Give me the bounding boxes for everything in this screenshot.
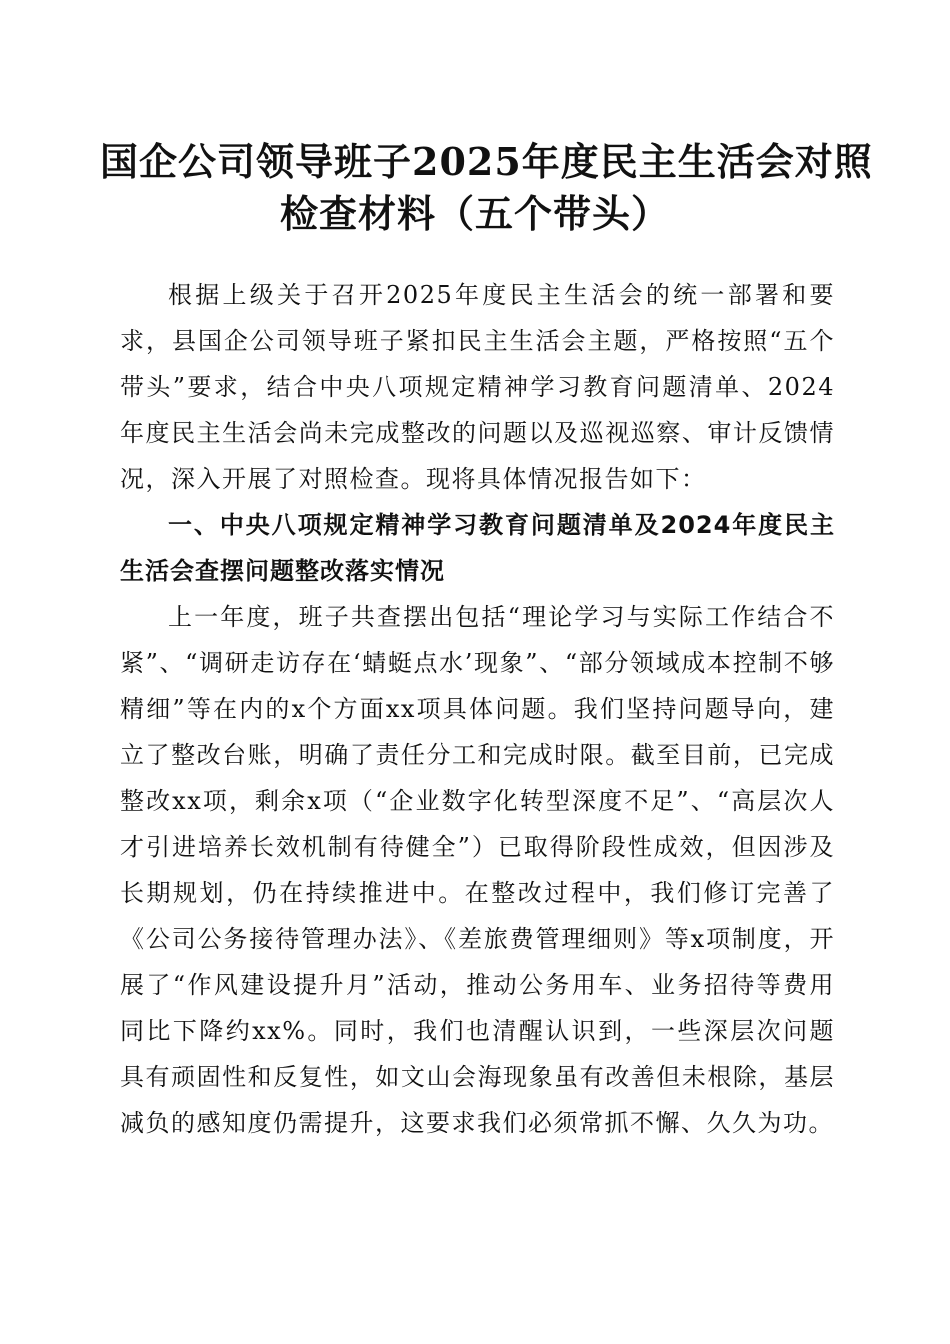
title-line-2: 检查材料（五个带头） bbox=[279, 191, 670, 236]
document-body bbox=[120, 272, 835, 1146]
document-title bbox=[100, 136, 873, 240]
title-line-1: 国企公司领导班子2025年度民主生活会对照 bbox=[100, 139, 873, 184]
intro-paragraph: 根据上级关于召开2025年度民主生活会的统一部署和要求，县国企公司领导班子紧扣民主生活会主题，严格按照“五个带头”要求，结合中央八项规定精神学习教育问题清单、2024年度民主生活会尚未完成整改的问题以及巡视巡察、审计反馈情况，深入开展了对照检查。现将具体情况报告如下： bbox=[120, 281, 835, 493]
section-1-heading: 一、中央八项规定精神学习教育问题清单及2024年度民主生活会查摆问题整改落实情况 bbox=[120, 511, 835, 585]
section-1-paragraph: 上一年度，班子共查摆出包括“理论学习与实际工作结合不紧”、“调研走访存在‘蜻蜓点水’现象”、“部分领域成本控制不够精细”等在内的x个方面xx项具体问题。我们坚持问题导向，建立了整改台账，明确了责任分工和完成时限。截至目前，已完成整改xx项，剩余x项（“企业数字化转型深度不足”、“高层次人才引进培养长效机制有待健全”）已取得阶段性成效，但因涉及长期规划，仍在持续推进中。在整改过程中，我们修订完善了《公司公务接待管理办法》、《差旅费管理细则》等x项制度，开展了“作风建设提升月”活动，推动公务用车、业务招待等费用同比下降约xx%。同时，我们也清醒认识到，一些深层次问题具有顽固性和反复性，如文山会海现象虽有改善但未根除，基层减负的感知度仍需提升，这要求我们必须常抓不懈、久久为功。 bbox=[120, 603, 835, 1137]
